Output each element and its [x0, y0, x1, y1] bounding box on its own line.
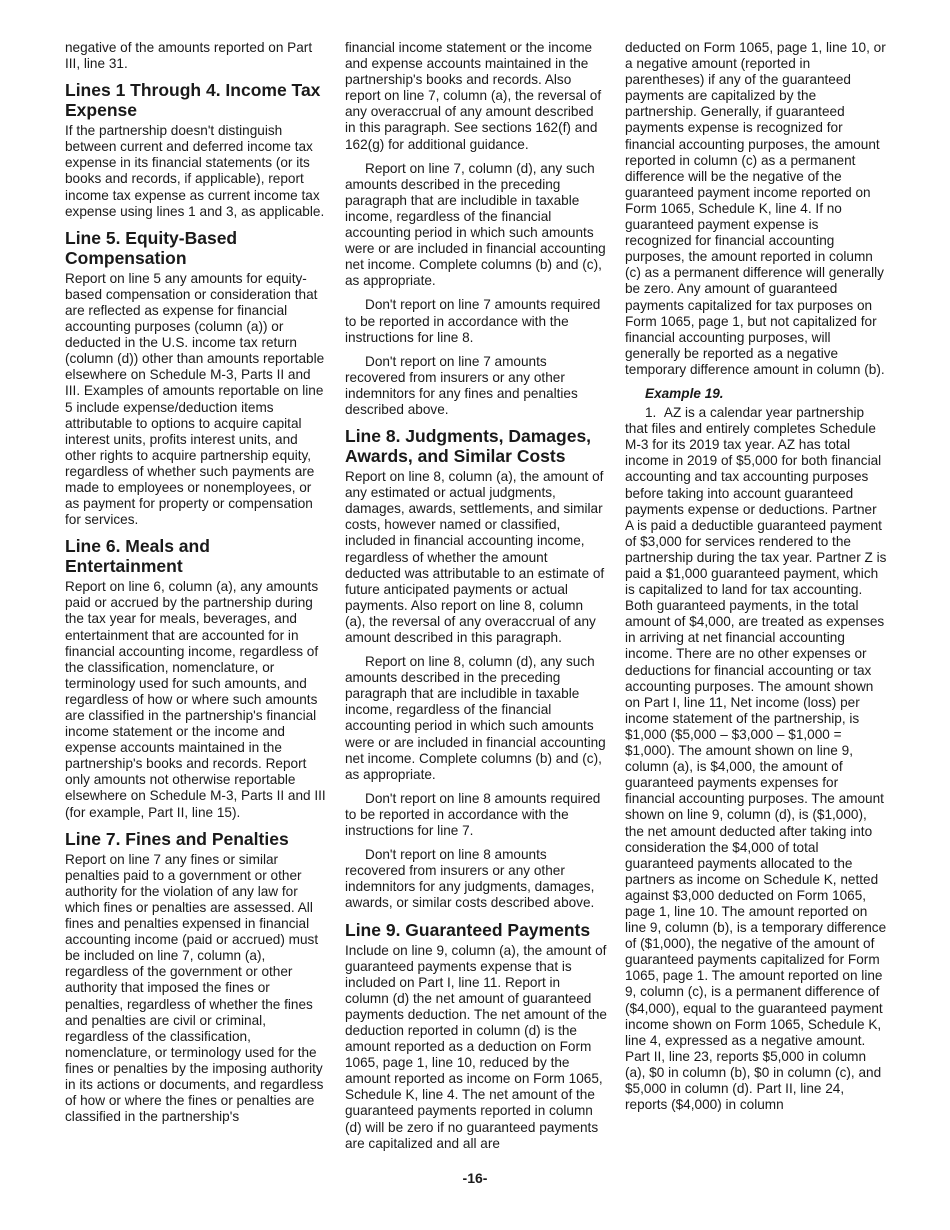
section-heading-meals-entertainment: Line 6. Meals and Entertainment [65, 536, 210, 577]
example-heading: Example 19. [645, 385, 724, 401]
column-left [65, 40, 327, 1133]
paragraph: financial income statement or the income and expense accounts maintained in the partnership's books and records. Also report on line 7, column (a), the reversal of any overaccrual of any amount described in this paragraph. See sections 162(f) and 162(g) for additional guidance. [345, 40, 602, 152]
section-heading-judgments-damages: Line 8. Judgments, Damages, Awards, and Similar Costs [345, 426, 592, 467]
paragraph: Report on line 8, column (d), any such amounts described in the preceding paragraph that are includible in taxable income, regardless of the financial accounting period in which such amounts were or are included in financial accounting net income. Complete columns (b) and (c), as appropriate. [345, 654, 606, 782]
paragraph: Report on line 6, column (a), any amounts paid or accrued by the partnership during the tax year for meals, beverages, and entertainment that are accounted for in financial accounting income, regardless of the classification, nomenclature, or terminology used for such amounts, and regardless of how or where such amounts are classified in the partnership's financial income statement or the income and expense accounts maintained in the partnership's books and records. Report only amounts not otherwise reportable elsewhere on Schedule M-3, Parts II and III (for example, Part II, line 15). [65, 579, 326, 820]
paragraph: Report on line 8, column (a), the amount of any estimated or actual judgments, damages, awards, settlements, and similar costs, however named or classified, included in financial accounting income, regardless of whether the amount deducted was attributable to an estimate of future anticipated payments or actual payments. Also report on line 8, column (a), the reversal of any overaccrual of any amount described in this paragraph. [345, 469, 605, 645]
paragraph: If the partnership doesn't distinguish between current and deferred income tax expense in its financial statements (or its books and records, if applicable), report income tax expense as current income tax expense using lines 1 and 3, as applicable. [65, 123, 325, 219]
section-heading-fines-penalties: Line 7. Fines and Penalties [65, 828, 289, 849]
column-right [625, 40, 887, 1121]
paragraph: 1. AZ is a calendar year partnership that files and entirely completes Schedule M-3 for its 2019 tax year. AZ has total income in 2019 of $5,000 for both financial accounting and tax accounting purposes before taking into account guaranteed payments expense or deductions. Partner A is paid a deductible guaranteed payment of $3,000 for services rendered to the partnership during the tax year. Partner Z is paid a $1,000 guaranteed payment, which is capitalized to land for tax accounting. Both guaranteed payments, in the total amount of $4,000, are treated as expenses in arriving at net financial accounting income. There are no other expenses or deductions for financial accounting or tax accounting purposes. The amount shown on Part I, line 11, Net income (loss) per income statement of the partnership, is $1,000 ($5,000 – $3,000 – $1,000 = $1,000). The amount shown on line 9, column (a), is $4,000, the amount of guaranteed payments expenses for financial accounting purposes. The amount shown on line 9, column (d), is ($1,000), the net amount deducted after taking into consideration the $4,000 of total guaranteed payments allocated to the partners as income on Schedule K, netted against $3,000 deducted on Form 1065, page 1, line 10. The amount reported on line 9, column (b), is a temporary difference of ($1,000), the negative of the amount of guaranteed payments capitalized for Form 1065, page 1. The amount reported on line 9, column (c), is a permanent difference of ($4,000), equal to the guaranteed payment income shown on Form 1065, Schedule K, line 4, expressed as a negative amount. Part II, line 23, reports $5,000 in column (a), $0 in column (b), $0 in column (c), and $5,000 in column (d). Part II, line 24, reports ($4,000) in column [625, 405, 887, 1113]
paragraph: Include on line 9, column (a), the amount of guaranteed payments expense that is included on Part I, line 11. Report in column (d) the net amount of guaranteed payments deduction. The net amount of the deduction reported in column (d) is the amount reported as a deduction on Form 1065, page 1, line 10, reduced by the amount reported as income on Form 1065, Schedule K, line 4. The net amount of the guaranteed payments reported in column (d) will be zero if no guaranteed payments are capitalized and all are [345, 942, 607, 1151]
paragraph: deducted on Form 1065, page 1, line 10, or a negative amount (reported in parentheses) if any of the guaranteed payments are capitalized by the partnership. Generally, if guaranteed payments expense is recognized for financial accounting purposes, the amount reported in column (c) as a permanent difference will be the negative of the guaranteed payment income reported on Form 1065, Schedule K, line 4. If no guaranteed payment expense is recognized for financial accounting purposes, the amount reported in column (c) as a permanent difference will generally be zero. Any amount of guaranteed payments capitalized for tax purposes on Form 1065, page 1, but not capitalized for financial accounting purposes, will generally be reported as a negative temporary difference amount in column (b). [625, 40, 886, 377]
page-number: -16- [462, 1170, 488, 1186]
section-heading-income-tax-expense: Lines 1 Through 4. Income Tax Expense [65, 80, 321, 121]
paragraph: Don't report on line 8 amounts required to be reported in accordance with the instructions for line 7. [345, 790, 601, 839]
paragraph: Don't report on line 7 amounts recovered from insurers or any other indemnitors for any fines and penalties described above. [345, 353, 578, 417]
section-heading-guaranteed-payments: Line 9. Guaranteed Payments [345, 919, 591, 940]
paragraph: Report on line 7, column (d), any such amounts described in the preceding paragraph that are includible in taxable income, regardless of the financial accounting period in which such amounts were or are included in financial accounting net income. Complete columns (b) and (c), as appropriate. [345, 160, 606, 289]
paragraph: negative of the amounts reported on Part III, line 31. [65, 40, 313, 72]
column-middle [345, 40, 607, 1160]
paragraph: Report on line 7 any fines or similar penalties paid to a government or other authority for the violation of any law for which fines or penalties are assessed. All fines and penalties expensed in financial accounting income (paid or accrued) must be included on line 7, column (a), regardless of the government or other authority that imposed the fines or penalties, regardless of whether the fines and penalties are civil or criminal, regardless of the classification, nomenclature, or terminology used for the fines or penalties by the imposing authority in its actions or documents, and regardless of how or where the fines or penalties are classified in the partnership's [65, 851, 324, 1125]
paragraph: Don't report on line 8 amounts recovered from insurers or any other indemnitors for any judgments, damages, awards, or similar costs described above. [345, 847, 595, 911]
section-heading-equity-based-compensation: Line 5. Equity-Based Compensation [65, 227, 238, 268]
paragraph: Don't report on line 7 amounts required to be reported in accordance with the instructions for line 8. [345, 297, 601, 345]
paragraph: Report on line 5 any amounts for equity-based compensation or consideration that are reflected as expense for financial accounting purposes (column (a)) or deducted in the U.S. income tax return (column (d)) other than amounts reportable elsewhere on Schedule M-3, Parts II and III. Examples of amounts reportable on line 5 include expense/deduction items attributable to options to acquire capital interest units, profits interest units, and other rights to acquire partnership equity, regardless of whether such payments are made to employees or nonemployees, or as payment for property or compensation for services. [65, 270, 325, 528]
